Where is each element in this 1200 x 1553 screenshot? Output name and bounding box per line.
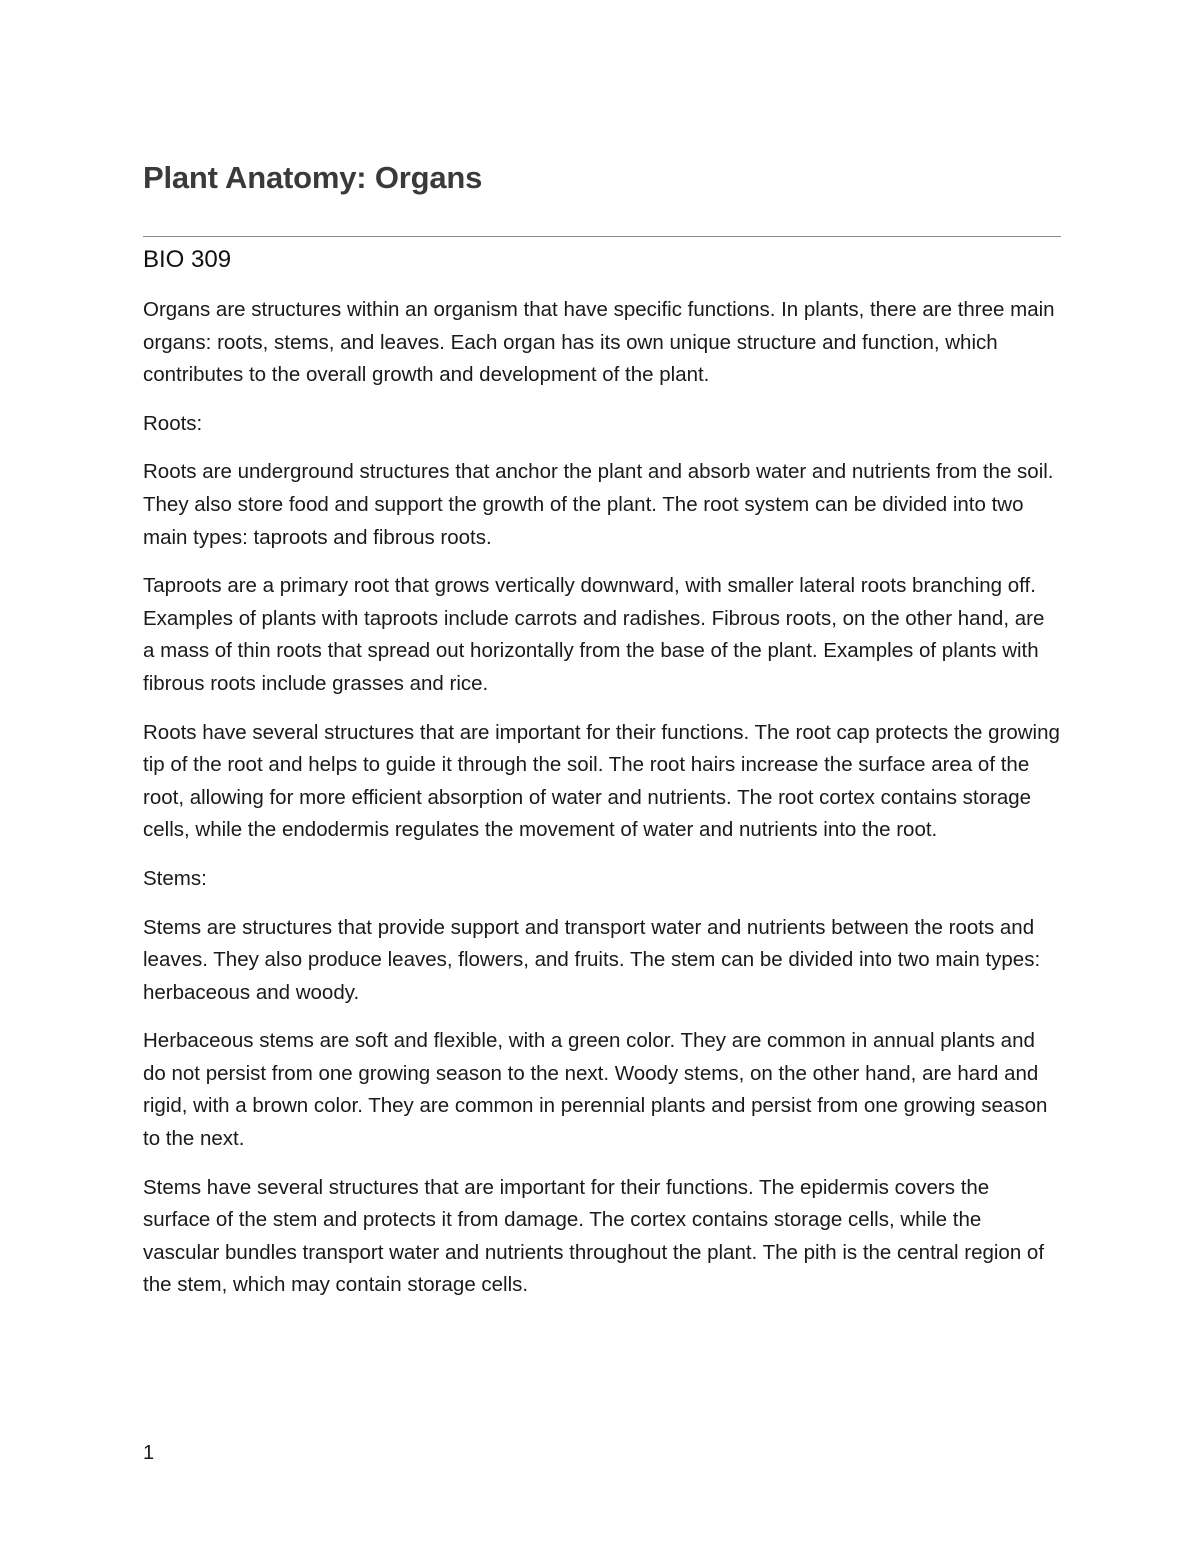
document-page: [143, 0, 1061, 1553]
section-heading-roots: Roots:: [143, 411, 203, 435]
intro-paragraph: Organs are structures within an organism that have specific functions. In plants, there are three main organs: roots, stems, and leaves. Each organ has its own unique structure and function, which contributes to the overall growth and development of the plant.: [143, 298, 1055, 387]
roots-paragraph-overview: Roots are underground structures that anchor the plant and absorb water and nutrients from the soil. They also store food and support the growth of the plant. The root system can be divided into two main types: taproots and fibrous roots.: [143, 460, 1054, 549]
stems-paragraph-types: Herbaceous stems are soft and flexible, with a green color. They are common in annual plants and do not persist from one growing season to the next. Woody stems, on the other hand, are hard and rigid, with a brown color. They are common in perennial plants and persist from one growing season to the next.: [143, 1029, 1048, 1151]
document-title: Plant Anatomy: Organs: [143, 160, 483, 195]
page-number: 1: [143, 1442, 155, 1464]
stems-paragraph-structures: Stems have several structures that are important for their functions. The epidermis covers the surface of the stem and protects it from damage. The cortex contains storage cells, while the vascular bundles transport water and nutrients throughout the plant. The pith is the central region of the stem, which may contain storage cells.: [143, 1175, 1045, 1297]
stems-paragraph-overview: Stems are structures that provide support and transport water and nutrients between the roots and leaves. They also produce leaves, flowers, and fruits. The stem can be divided into two main types: herbaceous and woody.: [143, 915, 1041, 1004]
document-body: [143, 294, 1061, 1318]
roots-paragraph-structures: Roots have several structures that are important for their functions. The root cap protects the growing tip of the root and helps to guide it through the soil. The root hairs increase the surface area of the root, allowing for more efficient absorption of water and nutrients. The root cortex contains storage cells, while the endodermis regulates the movement of water and nutrients into the root.: [143, 720, 1060, 842]
title-divider: [143, 236, 1061, 237]
roots-paragraph-types: Taproots are a primary root that grows vertically downward, with smaller lateral roots branching off. Examples of plants with taproots include carrots and radishes. Fibrous roots, on the other hand, are a mass of thin roots that spread out horizontally from the base of the plant. Examples of plants with fibrous roots include grasses and rice.: [143, 574, 1045, 695]
section-heading-stems: Stems:: [143, 866, 207, 890]
course-code: BIO 309: [143, 246, 232, 273]
